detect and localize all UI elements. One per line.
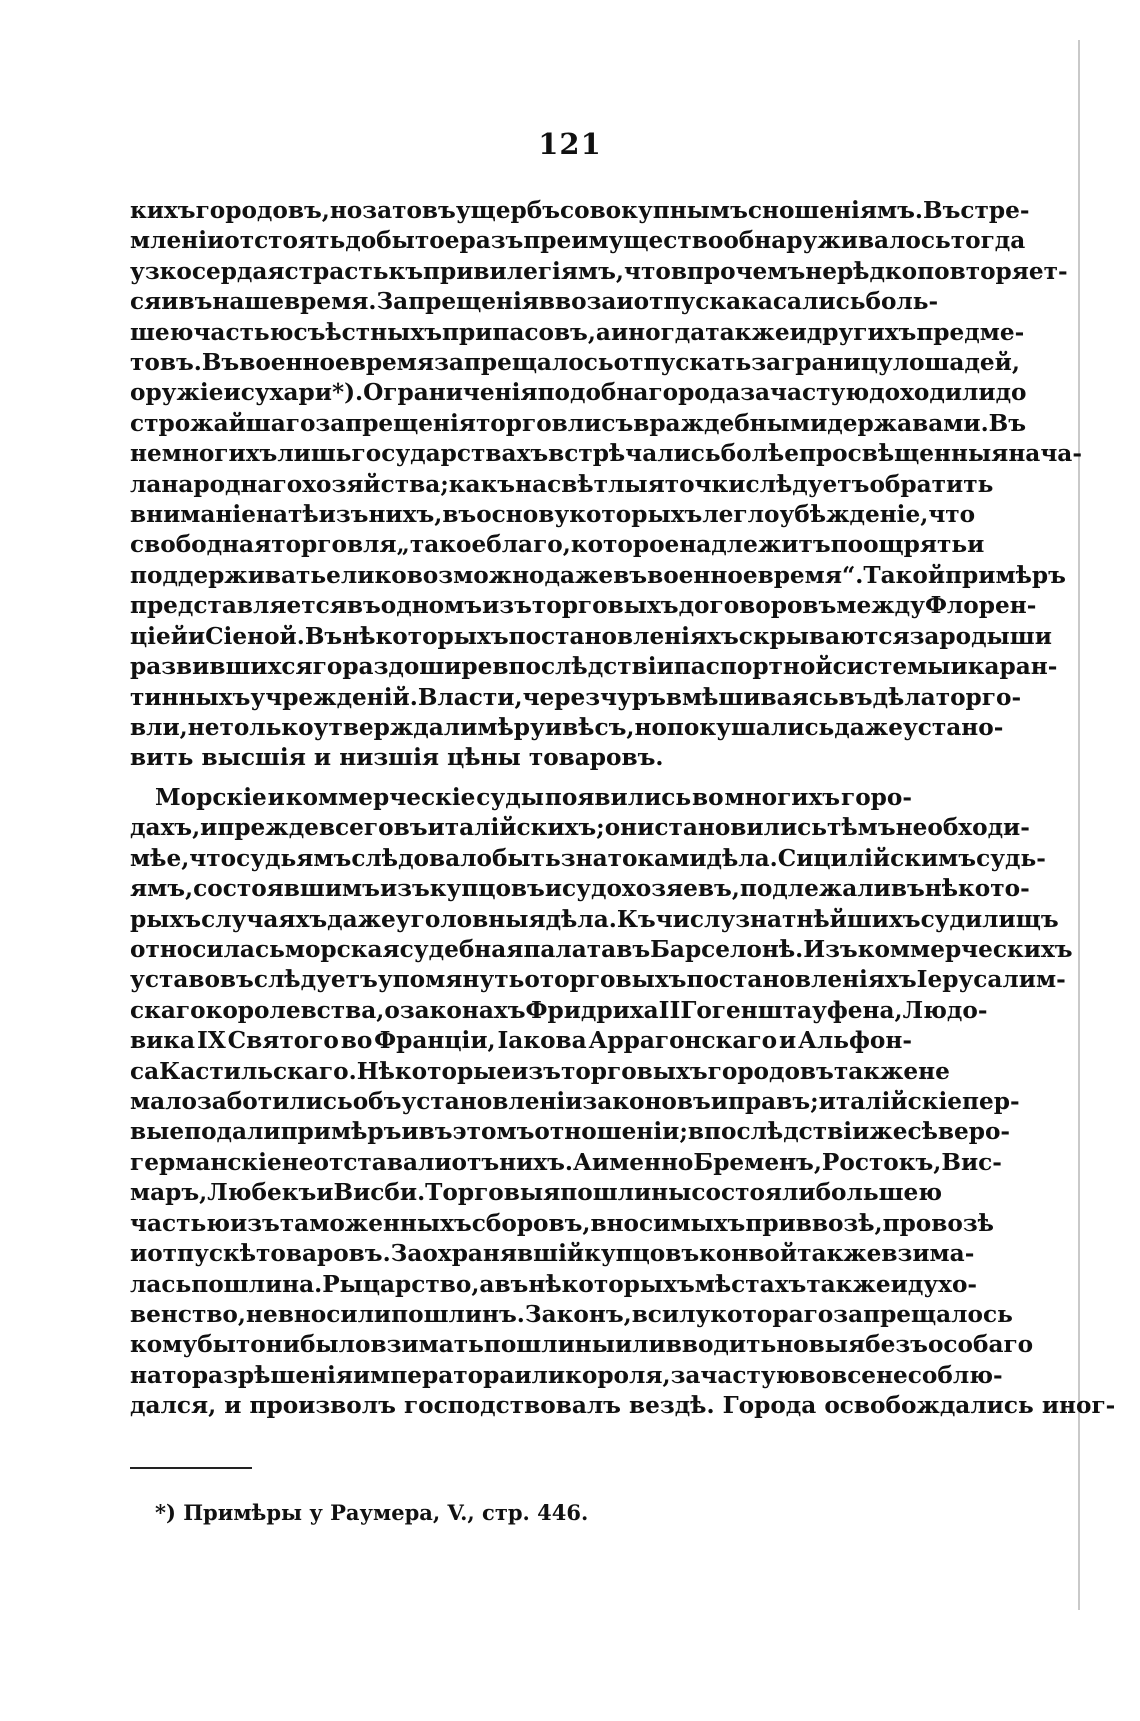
text-line: узкосердая страсть къ привилегіямъ, что впрочемъ нерѣдко повторяет- bbox=[130, 257, 1068, 285]
text-line: строжайшаго запрещенія торговли съ враждебными державами. Въ bbox=[130, 409, 1027, 437]
text-line: мало заботились объ установленіи законовъ и правъ; италійскіе пер- bbox=[130, 1088, 1020, 1116]
text-line: Морскіе и коммерческіе суды появились во многихъ горо- bbox=[155, 784, 912, 811]
text-line: вика IX Святого во Франціи, Іакова Аррагонскаго и Альфон- bbox=[130, 1027, 912, 1055]
text-line: дахъ, и прежде всего въ италійскихъ; они становились тѣмъ необходи- bbox=[130, 814, 1030, 842]
text-line: маръ, Любекъ и Висби. Торговыя пошлины состояли большею bbox=[130, 1179, 943, 1207]
text-line: развившихся гораздо шире впослѣдствіи паспортной системы и каран- bbox=[130, 653, 1058, 681]
text-line: вниманіе на тѣ изъ нихъ, въ основу которыхъ легло убѣжденіе, что bbox=[130, 501, 976, 529]
footnote-separator bbox=[130, 1467, 252, 1469]
text-line: и отпускѣ товаровъ. За охранявшій купцовъ конвой также взима- bbox=[130, 1240, 975, 1268]
text-line: относилась морская судебная палата въ Барселонѣ. Изъ коммерческихъ bbox=[130, 936, 1073, 964]
text-line: рыхъ случаяхъ даже уголовныя дѣла. Къ числу знатнѣйшихъ судилищъ bbox=[130, 905, 1059, 933]
text-line: шею частью съѣстныхъ припасовъ, а иногда также и другихъ предме- bbox=[130, 318, 1025, 346]
text-line: на то разрѣшенія императора или короля, зачастую вовсе не соблю- bbox=[130, 1361, 1003, 1389]
text-line: мленіи отстоять добытое разъ преимущество обнаруживалось тогда bbox=[130, 227, 1026, 255]
text-line: товъ. Въ военное время запрещалось отпускать за границу лошадей, bbox=[130, 349, 1020, 377]
text-line: вые подали примѣръ и въ этомъ отношеніи; впослѣдствіи же сѣверо- bbox=[130, 1118, 1011, 1146]
text-line: вли, не только утверждали мѣру и вѣсъ, но покушались даже устано- bbox=[130, 713, 1004, 741]
footnote: *) Примѣры у Раумера, V., стр. 446. bbox=[155, 1500, 589, 1525]
text-line: ся и въ наше время. Запрещенія ввоза и отпуска касались боль- bbox=[130, 288, 939, 316]
text-line: са Кастильскаго. Нѣкоторые изъ торговыхъ городовъ также не bbox=[130, 1057, 950, 1085]
text-line: частью изъ таможенныхъ сборовъ, вносимыхъ при ввозѣ, провозѣ bbox=[130, 1209, 994, 1237]
text-line: тинныхъ учрежденій. Власти, черезчуръ вмѣшиваясь въ дѣла торго- bbox=[130, 683, 1022, 711]
text-line: ямъ, состоявшимъ изъ купцовъ и судохозяевъ, подлежали въ нѣкото- bbox=[130, 875, 1030, 903]
text-line: вить высшія и низшія цѣны товаровъ. bbox=[130, 744, 664, 772]
text-line: скаго королевства, о законахъ Фридриха II Гогенштауфена, Людо- bbox=[130, 996, 988, 1024]
text-line: поддерживать елико возможно даже въ военное время“. Такой примѣръ bbox=[130, 561, 1066, 589]
text-line: венство, не вносили пошлинъ. Законъ, всилу котораго запрещалось bbox=[130, 1300, 1013, 1328]
text-line: дался, и произволъ господствовалъ вездѣ. Города освобождались иног- bbox=[130, 1392, 1116, 1420]
paragraph-2 bbox=[130, 783, 1116, 1422]
text-line: представляется въ одномъ изъ торговыхъ договоровъ между Флорен- bbox=[130, 592, 1037, 620]
text-line: германскіе не отставали отъ нихъ. А именно Бременъ, Ростокъ, Вис- bbox=[130, 1148, 1002, 1176]
text-line: мѣе, что судьямъ слѣдовало быть знатоками дѣла. Сицилійскимъ судь- bbox=[130, 844, 1046, 872]
text-line: уставовъ слѣдуетъ упомянуть о торговыхъ постановленіяхъ Іерусалим- bbox=[130, 966, 1066, 994]
binding-edge-line bbox=[1078, 40, 1080, 1610]
text-line: кому бы то ни было взимать пошлины или вводить новыя безъ особаго bbox=[130, 1331, 1034, 1359]
text-line: оружіе и сухари *). Ограниченія подобнаго рода зачастую доходили до bbox=[130, 379, 1027, 407]
page-number: 121 bbox=[538, 127, 602, 161]
paragraph-1 bbox=[130, 196, 1082, 774]
text-line: немногихъ лишь государствахъ встрѣчались болѣе просвѣщенныя нача- bbox=[130, 440, 1082, 468]
text-line: ціей и Сіеной. Въ нѣкоторыхъ постановленіяхъ скрываются зародыши bbox=[130, 622, 1052, 650]
text-line: ла народнаго хозяйства; какъ на свѣтлыя точки слѣдуетъ обратить bbox=[130, 470, 994, 498]
text-line: кихъ городовъ, но зато въ ущербъ совокупнымъ сношеніямъ. Въ стре- bbox=[130, 197, 1030, 224]
text-line: лась пошлина. Рыцарство, а въ нѣкоторыхъ мѣстахъ также и духо- bbox=[130, 1270, 978, 1298]
text-line: свободная торговля „такое благо, которое надлежитъ поощрять и bbox=[130, 531, 985, 559]
